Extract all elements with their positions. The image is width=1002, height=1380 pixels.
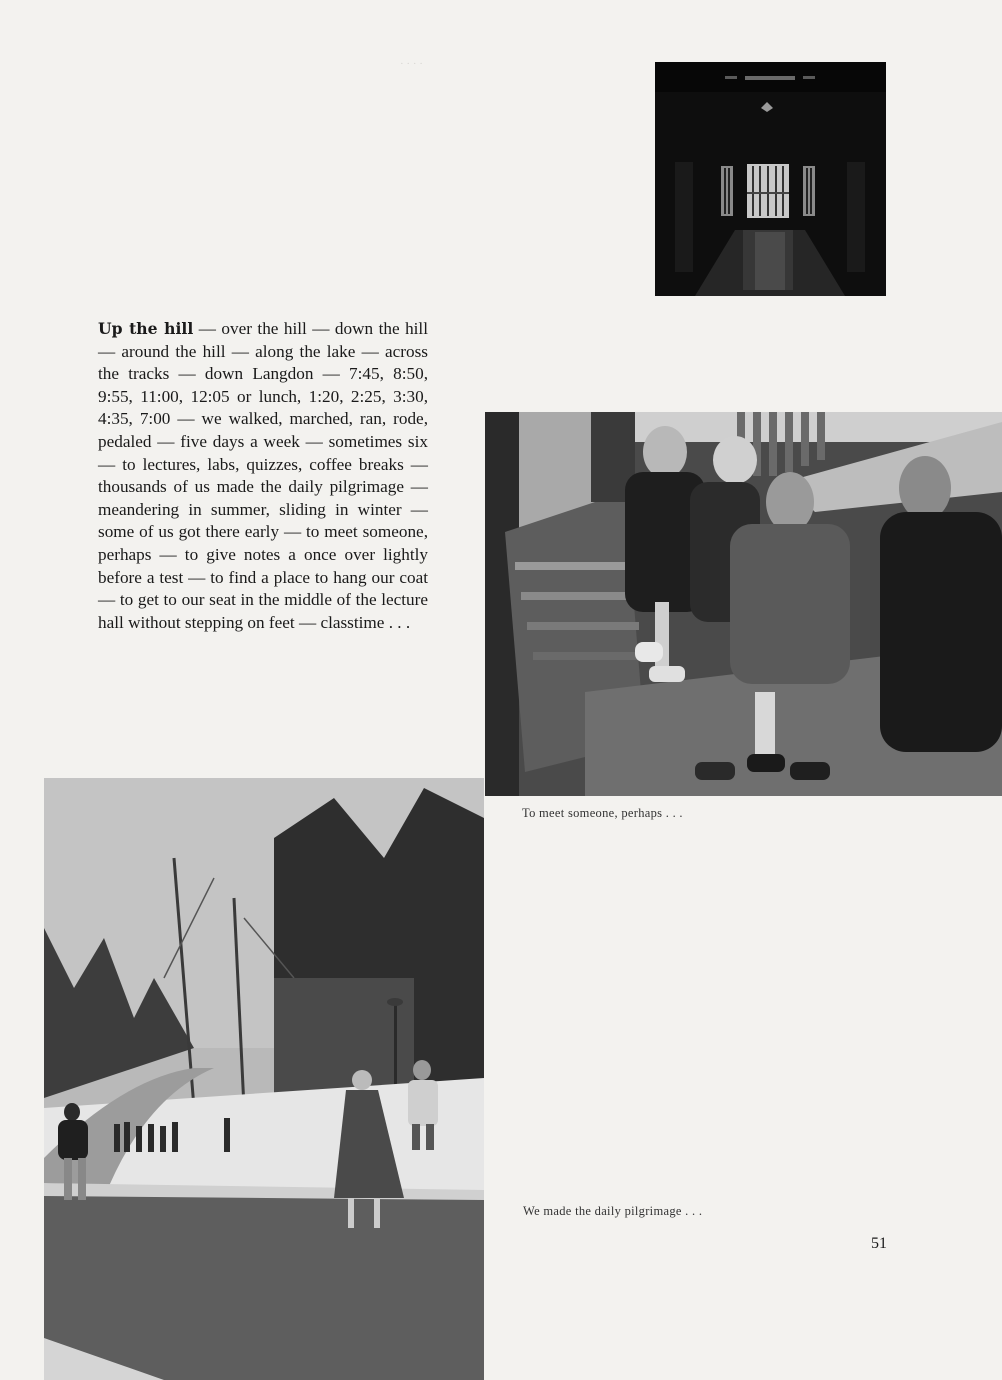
stairs-photo-caption: To meet someone, perhaps . . . [522, 806, 683, 820]
article-text: — over the hill — down the hill — around the hill — along the lake — across the tracks — down Langdon — 7:45, 8:50, 9:55, 11:00, 12:05 or lunch, 1:20, 2:25, 3:30, 4:35, 7:00 — we walked, marched, ran, rode, pedaled — five days a week — sometimes six — to lectures, labs, quizzes, coffee breaks — thousands of us made the daily pilgrimage — meandering in summer, sliding in winter — some of us got there early — to meet someone, perhaps — to give notes a once over lightly before a test — to find a place to hang our coat — to get to our seat in the middle of the lecture hall without stepping on feet — classtime . . . [98, 319, 428, 632]
article-lead: Up the hill [98, 319, 194, 338]
page-number: 51 [871, 1235, 887, 1252]
article-body [98, 318, 428, 634]
winter-hill-walk-photo [44, 778, 484, 1380]
bleed-through-text: · · · · [400, 58, 423, 70]
walk-photo-caption: We made the daily pilgrimage . . . [523, 1204, 703, 1218]
dark-hallway-photo [655, 62, 886, 296]
students-on-stairs-photo [485, 412, 1002, 796]
